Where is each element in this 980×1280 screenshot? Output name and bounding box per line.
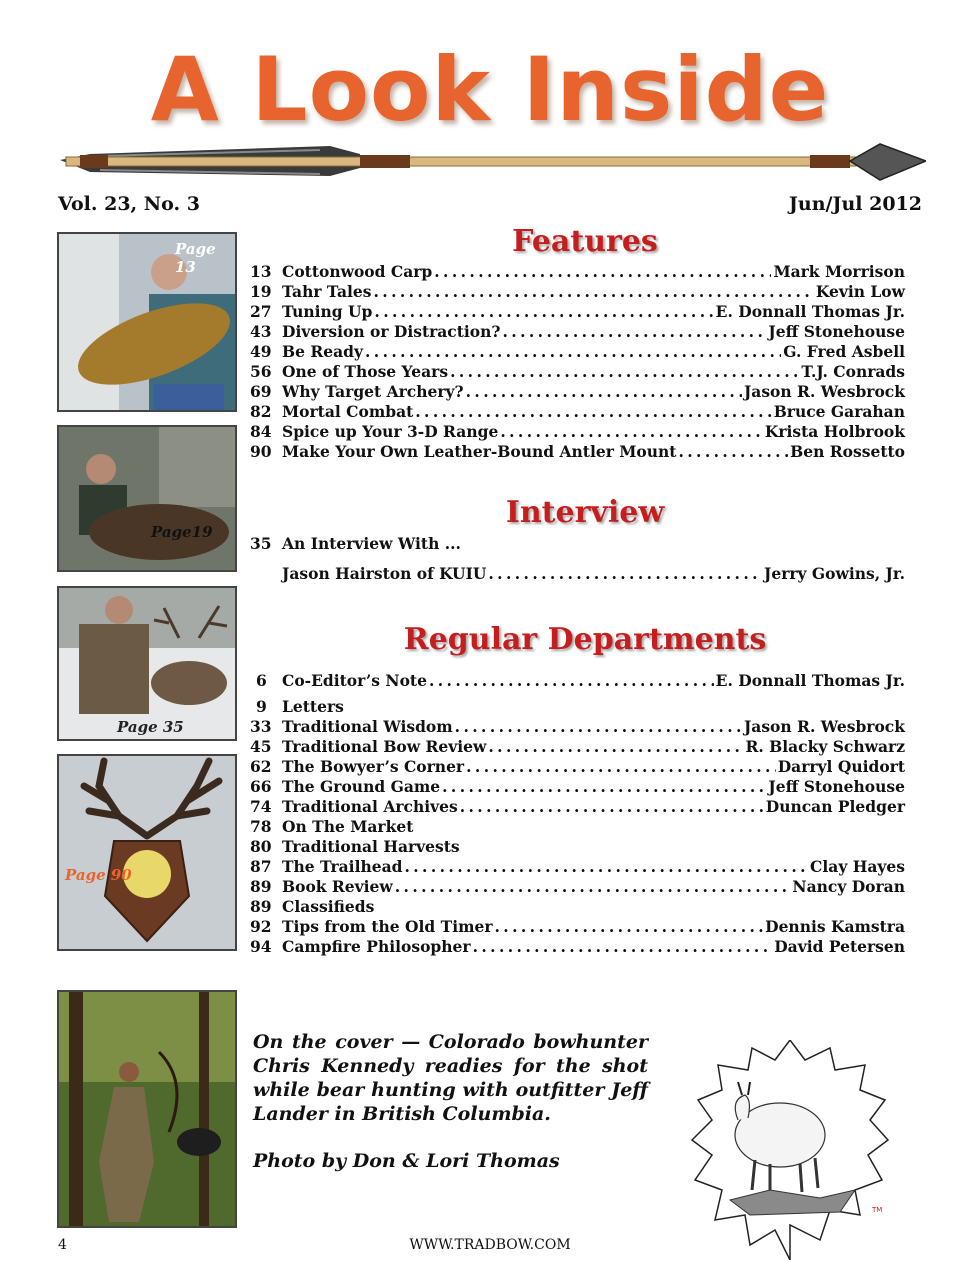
dot-leader: [455, 717, 742, 737]
dot-leader: [365, 342, 781, 362]
volume-number: Vol. 23, No. 3: [58, 193, 200, 215]
dot-leader: [415, 402, 771, 422]
toc-title: On The Market: [282, 817, 414, 836]
photo-caption: Page19: [151, 523, 213, 541]
toc-author: Ben Rossetto: [790, 442, 905, 461]
toc-title: Classifieds: [282, 897, 375, 916]
toc-entry[interactable]: [250, 564, 905, 584]
interview-list: [250, 534, 905, 584]
dot-leader: [466, 757, 776, 777]
trademark-mark: TM: [872, 1206, 883, 1214]
toc-author: Jason R. Wesbrock: [743, 717, 905, 736]
toc-entry[interactable]: [250, 897, 905, 917]
toc-title: Cottonwood Carp: [282, 262, 433, 281]
toc-page-number: 74: [250, 797, 272, 816]
toc-page-number: 94: [250, 937, 272, 956]
toc-title: Book Review: [282, 877, 393, 896]
toc-title: Traditional Wisdom: [282, 717, 453, 736]
toc-title: Campfire Philosopher: [282, 937, 471, 956]
toc-page-number: 92: [250, 917, 272, 936]
toc-entry[interactable]: [250, 797, 905, 817]
toc-title: Tahr Tales: [282, 282, 372, 301]
toc-entry[interactable]: [250, 534, 905, 554]
dot-leader: [473, 937, 773, 957]
toc-page-number: 43: [250, 322, 272, 341]
features-list: [250, 262, 905, 462]
toc-title: Tips from the Old Timer: [282, 917, 493, 936]
toc-page-number: 66: [250, 777, 272, 796]
page-number: 4: [58, 1237, 67, 1253]
toc-author: Jeff Stonehouse: [768, 322, 905, 341]
toc-page-number: 62: [250, 757, 272, 776]
dot-leader: [395, 877, 791, 897]
dot-leader: [502, 322, 766, 342]
toc-title: Letters: [282, 697, 344, 716]
toc-entry[interactable]: [250, 402, 905, 422]
dot-leader: [500, 422, 763, 442]
toc-entry[interactable]: [250, 442, 905, 462]
dot-leader: [434, 262, 771, 282]
toc-title: The Trailhead: [282, 857, 403, 876]
toc-page-number: 56: [250, 362, 272, 381]
toc-title: Traditional Harvests: [282, 837, 460, 856]
cover-description: On the cover — Colorado bowhunter Chris Kennedy readies for the shot while bear hunting with outfitter Jeff Lander in British Columbia.: [253, 1031, 648, 1125]
toc-author: Jerry Gowins, Jr.: [764, 564, 905, 583]
dot-leader: [678, 442, 788, 462]
toc-entry[interactable]: [250, 697, 905, 717]
arrowhead: [850, 144, 926, 180]
toc-author: Mark Morrison: [773, 262, 905, 281]
dot-leader: [466, 382, 742, 402]
toc-title: The Ground Game: [282, 777, 441, 796]
toc-page-number: 35: [250, 534, 272, 553]
toc-title: Make Your Own Leather-Bound Antler Mount: [282, 442, 677, 461]
toc-author: Duncan Pledger: [765, 797, 905, 816]
toc-author: Krista Holbrook: [764, 422, 905, 441]
cover-photo: [57, 990, 237, 1228]
toc-title: Why Target Archery?: [282, 382, 464, 401]
section-heading-interview: Interview: [505, 495, 665, 530]
toc-title: Be Ready: [282, 342, 363, 361]
departments-list: [250, 671, 905, 957]
page-title: A Look Inside: [150, 38, 830, 141]
toc-page-number: 49: [250, 342, 272, 361]
toc-title: Traditional Archives: [282, 797, 458, 816]
dot-leader: [404, 857, 808, 877]
toc-author: Bruce Garahan: [773, 402, 905, 421]
dot-leader: [495, 917, 764, 937]
section-heading-departments: Regular Departments: [403, 622, 767, 657]
toc-entry[interactable]: [250, 877, 905, 897]
toc-entry[interactable]: [250, 917, 905, 937]
mountain-goat-logo: [690, 1040, 890, 1260]
photo-credit: Photo by Don & Lori Thomas: [253, 1150, 560, 1172]
toc-page-number: 82: [250, 402, 272, 421]
toc-page-number: 69: [250, 382, 272, 401]
photo-page-90: [57, 754, 237, 951]
toc-title: The Bowyer’s Corner: [282, 757, 465, 776]
toc-title: Tuning Up: [282, 302, 373, 321]
toc-page-number: 9: [256, 697, 267, 716]
toc-page-number: 87: [250, 857, 272, 876]
toc-author: G. Fred Asbell: [783, 342, 905, 361]
toc-page-number: 84: [250, 422, 272, 441]
toc-title: Spice up Your 3-D Range: [282, 422, 499, 441]
toc-page-number: 27: [250, 302, 272, 321]
toc-entry[interactable]: [250, 817, 905, 837]
toc-entry[interactable]: [250, 857, 905, 877]
photo-page-35: [57, 586, 237, 741]
toc-entry[interactable]: [250, 362, 905, 382]
toc-author: Clay Hayes: [810, 857, 905, 876]
toc-entry[interactable]: [250, 671, 905, 691]
photo-caption: Page 90: [65, 866, 132, 884]
photo-caption: Page 35: [117, 718, 184, 736]
toc-page-number: 90: [250, 442, 272, 461]
toc-title: One of Those Years: [282, 362, 449, 381]
toc-author: David Petersen: [774, 937, 905, 956]
dot-leader: [488, 737, 743, 757]
toc-title: Co-Editor’s Note: [282, 671, 427, 690]
toc-entry[interactable]: [250, 302, 905, 322]
toc-entry[interactable]: [250, 757, 905, 777]
toc-page-number: 19: [250, 282, 272, 301]
arrow-illustration: [60, 140, 926, 184]
toc-author: T.J. Conrads: [801, 362, 905, 381]
photo-caption: Page 13: [175, 240, 216, 276]
toc-author: Nancy Doran: [792, 877, 905, 896]
toc-entry[interactable]: [250, 737, 905, 757]
toc-page-number: 89: [250, 877, 272, 896]
toc-title: An Interview With ...: [282, 534, 461, 553]
arrow-shaft: [66, 157, 856, 166]
toc-entry[interactable]: [250, 322, 905, 342]
dot-leader: [488, 564, 762, 584]
toc-entry[interactable]: [250, 282, 905, 302]
toc-title: Diversion or Distraction?: [282, 322, 501, 341]
website-url[interactable]: WWW.TRADBOW.COM: [409, 1237, 571, 1253]
toc-page-number: 13: [250, 262, 272, 281]
toc-author: Jeff Stonehouse: [768, 777, 905, 796]
toc-entry[interactable]: [250, 937, 905, 957]
toc-page-number: 80: [250, 837, 272, 856]
section-heading-features: Features: [512, 224, 658, 259]
toc-author: Jason R. Wesbrock: [743, 382, 905, 401]
toc-title: Jason Hairston of KUIU: [282, 564, 487, 583]
toc-author: R. Blacky Schwarz: [745, 737, 905, 756]
toc-entry[interactable]: [250, 382, 905, 402]
toc-page-number: 45: [250, 737, 272, 756]
toc-entry[interactable]: [250, 717, 905, 737]
toc-author: Darryl Quidort: [777, 757, 905, 776]
dot-leader: [429, 671, 714, 691]
toc-entry[interactable]: [250, 422, 905, 442]
toc-page-number: 89: [250, 897, 272, 916]
dot-leader: [450, 362, 799, 382]
toc-author: E. Donnall Thomas Jr.: [715, 302, 905, 321]
toc-page-number: 33: [250, 717, 272, 736]
toc-author: Dennis Kamstra: [765, 917, 905, 936]
toc-entry[interactable]: [250, 837, 905, 857]
toc-title: Mortal Combat: [282, 402, 414, 421]
toc-author: E. Donnall Thomas Jr.: [715, 671, 905, 690]
toc-entry[interactable]: [250, 777, 905, 797]
toc-title: Traditional Bow Review: [282, 737, 487, 756]
dot-leader: [442, 777, 766, 797]
issue-date: Jun/Jul 2012: [788, 193, 922, 215]
dot-leader: [374, 282, 814, 302]
toc-page-number: 78: [250, 817, 272, 836]
dot-leader: [460, 797, 764, 817]
toc-page-number: 6: [256, 671, 267, 690]
photo-page-13: [57, 232, 237, 412]
toc-author: Kevin Low: [815, 282, 905, 301]
dot-leader: [374, 302, 713, 322]
photo-page-19: [57, 425, 237, 572]
toc-entry[interactable]: [250, 342, 905, 362]
toc-entry[interactable]: [250, 262, 905, 282]
